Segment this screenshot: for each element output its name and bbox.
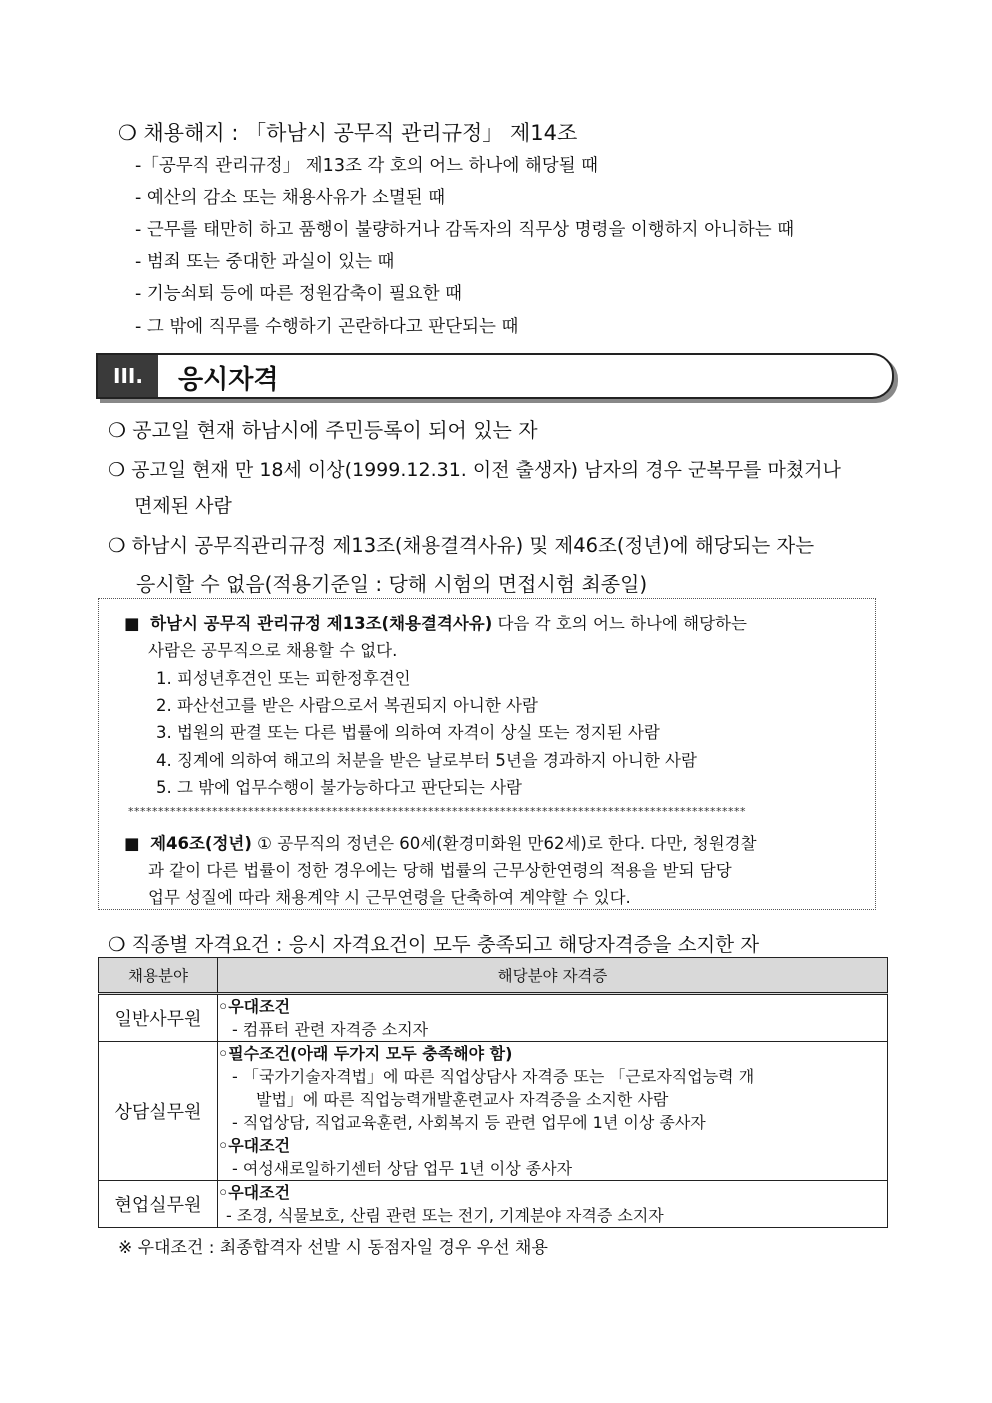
qualification-item: ❍ 공고일 현재 만 18세 이상(1999.12.31. 이전 출생자) 남자의 경우 군복무를 마쳤거나 — [108, 459, 841, 481]
table-row — [99, 1181, 888, 1228]
field-name: 상담실무원 — [99, 1042, 218, 1181]
footnote: ※ 우대조건 : 최종합격자 선발 시 동점자일 경우 우선 채용 — [118, 1238, 548, 1258]
section-title: 응시자격 — [178, 365, 279, 395]
condition-line: - 「국가기술자격법」에 따른 직업상담사 자격증 또는 「근로자직업능력 개 — [232, 1067, 755, 1086]
rule13-item: 2. 파산선고를 받은 사람으로서 복권되지 아니한 사람 — [156, 696, 538, 715]
rule13-item: 3. 법원의 판결 또는 다른 법률에 의하여 자격이 상실 또는 정지된 사람 — [156, 723, 660, 742]
requirement-cell — [218, 1181, 888, 1228]
bullet-square: ■ — [124, 834, 140, 853]
condition-heading: ◦우대조건 — [218, 997, 291, 1016]
termination-item: -「공무직 관리규정」 제13조 각 호의 어느 하나에 해당될 때 — [135, 156, 599, 176]
condition-line: - 여성새로일하기센터 상담 업무 1년 이상 종사자 — [232, 1159, 573, 1178]
condition-line: 발법」에 따른 직업능력개발훈련교사 자격증을 소지한 사람 — [256, 1090, 669, 1109]
requirement-cell — [218, 994, 888, 1042]
separator-stars: ******************************************************************************************************* — [128, 805, 746, 818]
qualification-item-cont: 면제된 사람 — [134, 495, 232, 517]
termination-heading: ❍ 채용해지 : 「하남시 공무직 관리규정」 제14조 — [118, 121, 578, 145]
qualification-item: ❍ 공고일 현재 하남시에 주민등록이 되어 있는 자 — [108, 418, 538, 442]
table-row — [99, 994, 888, 1042]
requirement-cell — [218, 1042, 888, 1181]
rule46-title: 제46조(정년) — [150, 834, 252, 853]
requirements-heading: ❍ 직종별 자격요건 : 응시 자격요건이 모두 충족되고 해당자격증을 소지한 자 — [108, 933, 760, 956]
condition-heading: ◦필수조건(아래 두가지 모두 충족해야 함) — [218, 1044, 513, 1063]
rule13-header — [124, 610, 747, 634]
rule13-title: 하남시 공무직 관리규정 제13조(채용결격사유) — [150, 614, 493, 633]
termination-item: - 기능쇠퇴 등에 따른 정원감축이 필요한 때 — [135, 284, 463, 304]
section-banner — [96, 353, 896, 399]
condition-heading: ◦우대조건 — [218, 1183, 291, 1202]
field-name: 일반사무원 — [99, 994, 218, 1042]
condition-line: - 컴퓨터 관련 자격증 소지자 — [232, 1020, 429, 1039]
table-row — [99, 1042, 888, 1181]
rule13-text: 다음 각 호의 어느 하나에 해당하는 — [492, 614, 747, 633]
qualification-item-cont: 응시할 수 없음(적용기준일 : 당해 시험의 면접시험 최종일) — [136, 572, 648, 596]
rule46-line2: 과 같이 다른 법률이 정한 경우에는 당해 법률의 근무상한연령의 적용을 받되 담당 — [148, 861, 732, 880]
condition-heading: ◦우대조건 — [218, 1136, 291, 1155]
rule46-line3: 업무 성질에 따라 채용계약 시 근무연령을 단축하여 계약할 수 있다. — [148, 888, 631, 907]
qualification-item: ❍ 하남시 공무직관리규정 제13조(채용결격사유) 및 제46조(정년)에 해당되는 자는 — [108, 534, 815, 557]
rule13-item: 5. 그 밖에 업무수행이 불가능하다고 판단되는 사람 — [156, 778, 522, 797]
condition-line: - 직업상담, 직업교육훈련, 사회복지 등 관련 업무에 1년 이상 종사자 — [232, 1113, 706, 1132]
termination-item: - 근무를 태만히 하고 품행이 불량하거나 감독자의 직무상 명령을 이행하지 아니하는 때 — [135, 220, 795, 240]
rule46-header — [124, 830, 757, 854]
termination-item: - 예산의 감소 또는 채용사유가 소멸된 때 — [135, 188, 446, 208]
rule13-item: 4. 징계에 의하여 해고의 처분을 받은 날로부터 5년을 경과하지 아니한 사람 — [156, 751, 697, 770]
header-field: 채용분야 — [99, 958, 218, 994]
section-number: III. — [98, 355, 158, 397]
header-certificate: 해당분야 자격증 — [218, 958, 888, 994]
termination-item: - 그 밖에 직무를 수행하기 곤란하다고 판단되는 때 — [135, 317, 519, 337]
condition-line: - 조경, 식물보호, 산림 관련 또는 전기, 기계분야 자격증 소지자 — [226, 1206, 664, 1225]
rule13-item: 1. 피성년후견인 또는 피한정후견인 — [156, 669, 411, 688]
field-name: 현업실무원 — [99, 1181, 218, 1228]
bullet-square: ■ — [124, 614, 140, 633]
banner-frame — [96, 353, 894, 399]
rule13-line2: 사람은 공무직으로 채용할 수 없다. — [148, 641, 398, 660]
table-header-row — [99, 958, 888, 994]
requirements-table — [98, 957, 888, 1228]
termination-item: - 범죄 또는 중대한 과실이 있는 때 — [135, 252, 395, 272]
rule46-text: ① 공무직의 정년은 60세(환경미화원 만62세)로 한다. 다만, 청원경찰 — [251, 834, 757, 853]
